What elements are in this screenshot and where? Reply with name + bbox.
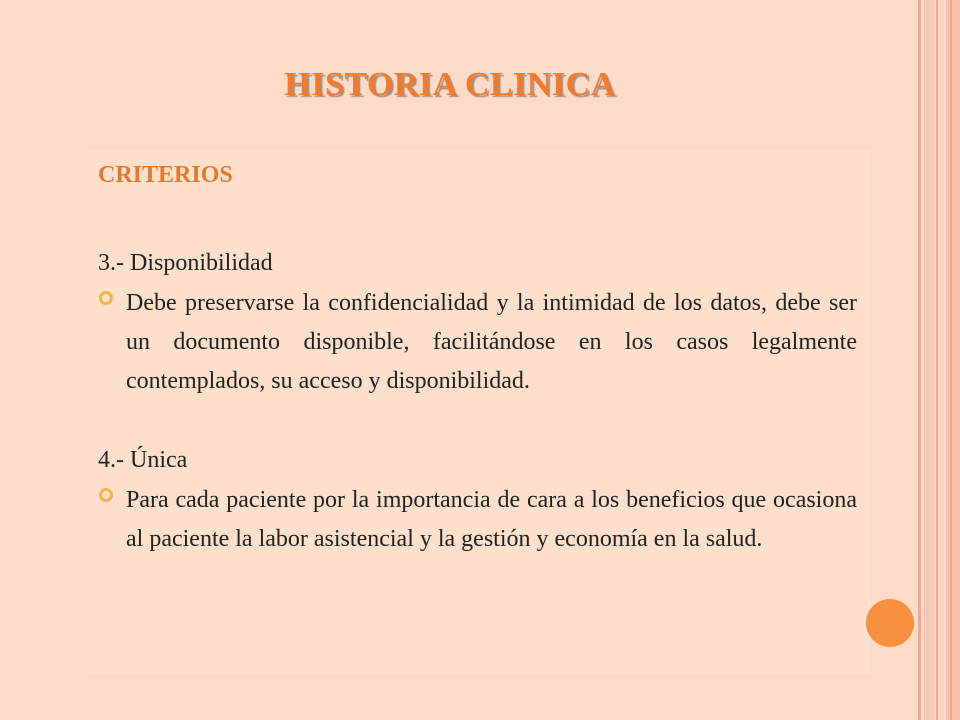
slide-title: HISTORIA CLINICA	[284, 66, 616, 103]
ring-bullet-icon	[98, 290, 114, 306]
section-label-unica: 4.- Única	[98, 447, 188, 473]
orange-circle-decoration	[866, 599, 914, 647]
edge-stripe	[924, 0, 934, 720]
bullet-item	[98, 481, 857, 559]
bullet-item	[98, 284, 857, 401]
subtitle-criterios: CRITERIOS	[98, 162, 233, 188]
bullet-text: Debe preservarse la confidencialidad y la intimidad de los datos, debe ser un documento disponible, facilitándose en los casos legalmente contemplados, su acceso y disponibilidad.	[126, 290, 857, 394]
edge-stripe	[950, 0, 952, 720]
edge-stripe	[940, 0, 944, 720]
bullet-text: Para cada paciente por la importancia de cara a los beneficios que ocasiona al paciente la labor asistencial y la gestión y economía en la salud.	[126, 487, 857, 552]
ring-bullet-icon	[98, 487, 114, 503]
content-box	[88, 150, 871, 674]
edge-stripe	[936, 0, 938, 720]
edge-stripe	[918, 0, 921, 720]
edge-stripe	[946, 0, 960, 720]
section-label-disponibilidad: 3.- Disponibilidad	[98, 250, 273, 276]
